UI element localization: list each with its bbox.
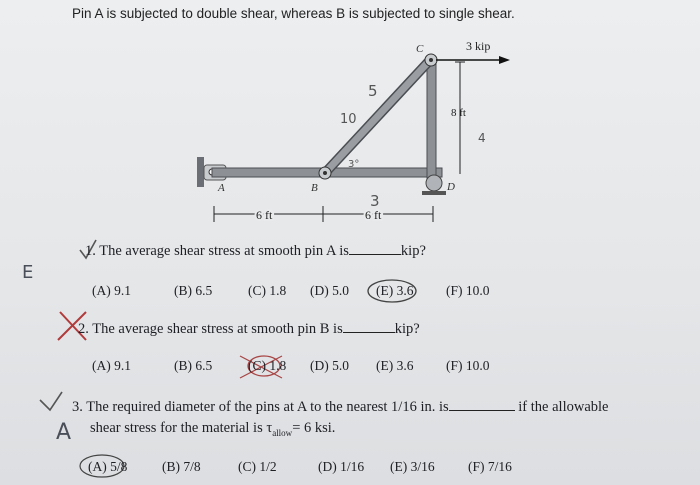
- option-e[interactable]: (E) 3/16: [390, 459, 435, 474]
- option-f[interactable]: (F) 7/16: [468, 459, 512, 474]
- answer-blank[interactable]: [343, 320, 395, 333]
- option-a[interactable]: (A) 9.1: [92, 283, 131, 298]
- question-text: The required diameter of the pins at A to the nearest 1/16 in. is: [86, 399, 449, 415]
- answer-blank[interactable]: [349, 242, 401, 255]
- dim-label-1: 6 ft: [256, 208, 273, 222]
- option-a[interactable]: (A) 5/8: [88, 459, 128, 474]
- height-label: 8 ft: [451, 107, 466, 119]
- column-cd: [427, 58, 436, 178]
- option-f[interactable]: (F) 10.0: [446, 358, 490, 373]
- label-b: B: [311, 182, 318, 194]
- question-text-tail: if the allowable: [518, 399, 609, 415]
- question-text: The average shear stress at smooth pin B is: [92, 321, 343, 337]
- option-e[interactable]: (E) 3.6: [376, 358, 414, 373]
- roller-d: [426, 175, 442, 191]
- answer-blank[interactable]: [449, 398, 515, 411]
- option-e[interactable]: (E) 3.6: [376, 283, 414, 298]
- question-unit: kip?: [400, 243, 426, 259]
- load-label: 3 kip: [466, 39, 491, 53]
- handwritten-angle: 3°: [348, 159, 360, 170]
- handwritten-4: 4: [478, 131, 486, 145]
- option-b[interactable]: (B) 6.5: [174, 283, 213, 298]
- margin-note-q1: E: [22, 262, 34, 283]
- option-c[interactable]: (C) 1.8: [248, 283, 287, 298]
- label-d: D: [447, 181, 455, 193]
- option-b[interactable]: (B) 7/8: [162, 459, 201, 474]
- question-number: 3.: [72, 399, 83, 415]
- problem-statement: Pin A is subjected to double shear, whereas B is subjected to single shear.: [72, 6, 515, 21]
- label-c: C: [416, 43, 424, 55]
- question-text: The average shear stress at smooth pin A is: [99, 243, 349, 259]
- label-a: A: [218, 182, 225, 194]
- dim-label-2: 6 ft: [365, 208, 382, 222]
- handwritten-5: 5: [368, 82, 378, 100]
- question-number: 2.: [78, 321, 89, 337]
- handwritten-3: 3: [370, 192, 380, 210]
- option-b[interactable]: (B) 6.5: [174, 358, 213, 373]
- option-d[interactable]: (D) 1/16: [318, 459, 365, 474]
- question-3: [72, 398, 608, 416]
- question-unit: kip?: [394, 321, 420, 337]
- checkmark-q3: [40, 392, 62, 410]
- question-3-line-2: shear stress for the material is $\tau_{allow}= 6$ ksi.: [90, 420, 336, 438]
- option-f[interactable]: (F) 10.0: [446, 283, 490, 298]
- question-2: [78, 320, 420, 338]
- question-1: [85, 242, 426, 260]
- option-d[interactable]: (D) 5.0: [310, 283, 349, 298]
- option-c[interactable]: (C) 1.8: [248, 358, 287, 373]
- margin-note-q3: A: [56, 420, 72, 445]
- question-number: 1.: [85, 243, 96, 259]
- option-c[interactable]: (C) 1/2: [238, 459, 277, 474]
- option-a[interactable]: (A) 9.1: [92, 358, 131, 373]
- option-d[interactable]: (D) 5.0: [310, 358, 349, 373]
- handwritten-10: 10: [340, 112, 357, 127]
- wall-support-a: [197, 157, 204, 187]
